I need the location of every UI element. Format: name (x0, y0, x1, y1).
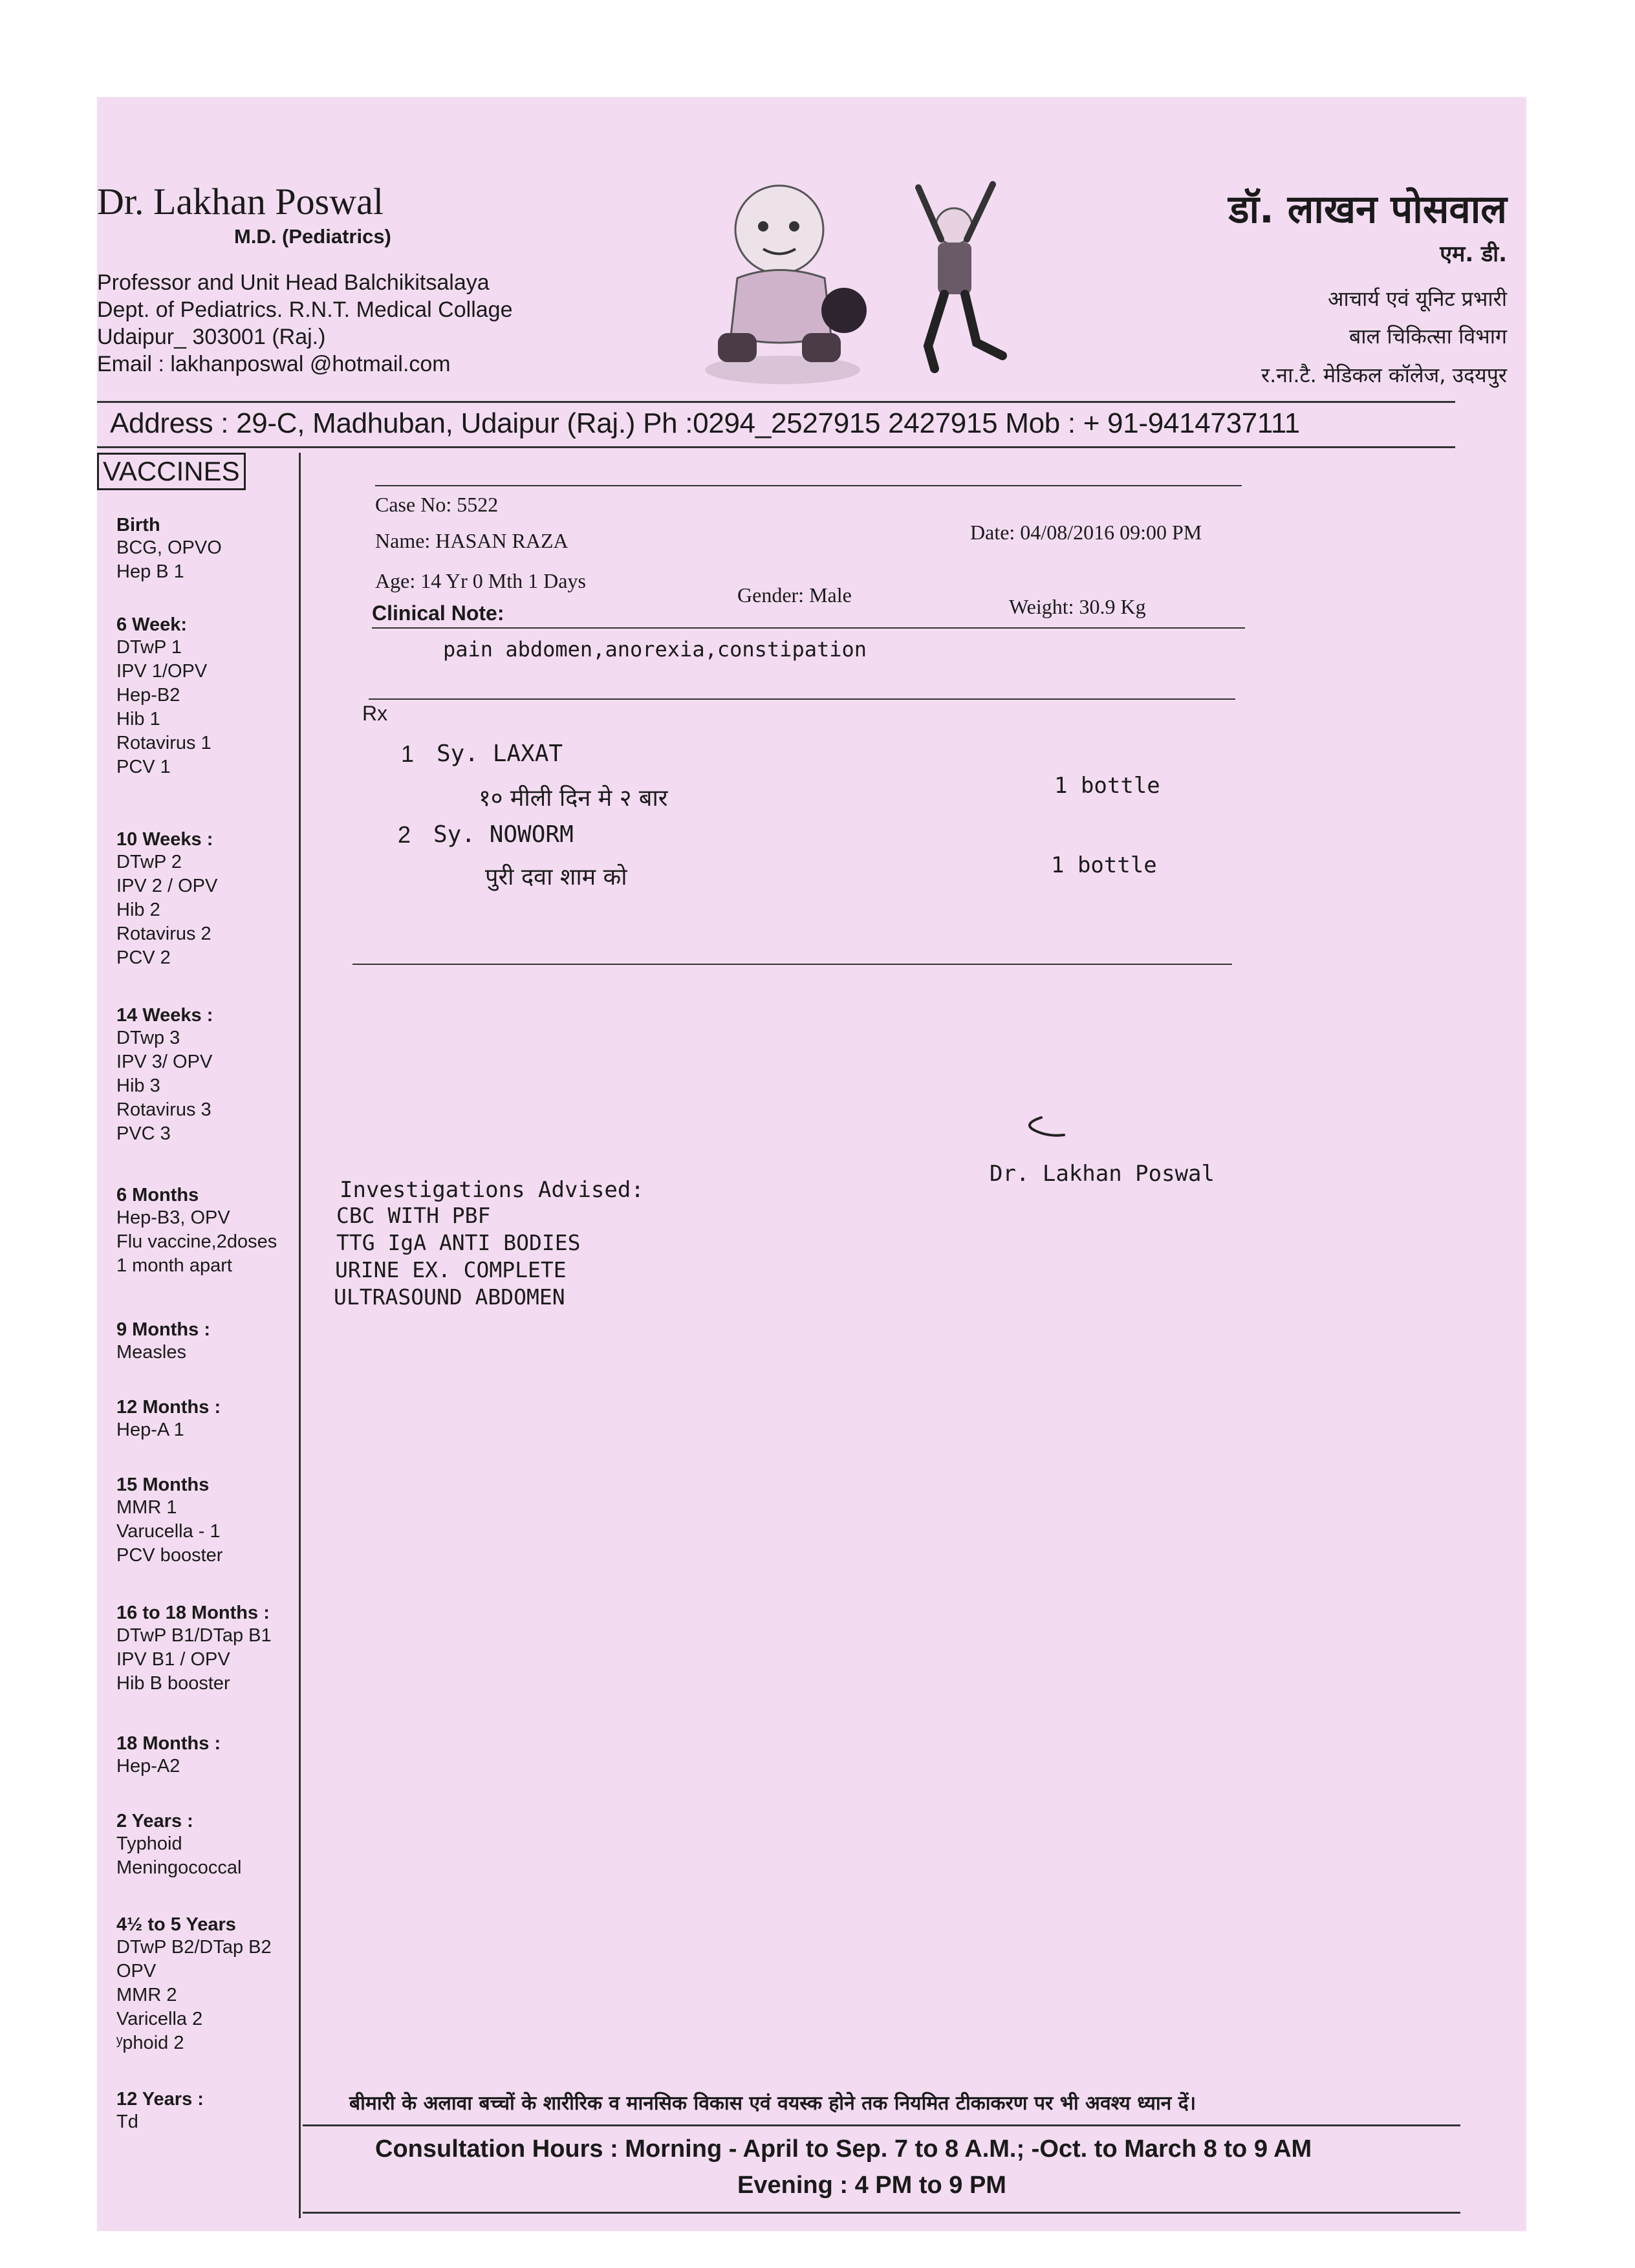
consultation-hours-line2: Evening : 4 PM to 9 PM (737, 2172, 1006, 2199)
vaccine-item: Hep-B2 (116, 685, 180, 706)
vaccine-group-4-5-years (116, 1914, 272, 2055)
vaccine-item: Varicella 2 (116, 2009, 203, 2029)
vaccine-group-14-weeks (116, 1005, 213, 1146)
vaccine-item: Rotavirus 1 (116, 733, 211, 753)
doctor-degree-hi: एम. डी. (1440, 241, 1507, 267)
jumping-child-icon (918, 184, 1002, 369)
vaccine-group-15-months (116, 1474, 222, 1568)
vaccine-group-2-years (116, 1811, 241, 1880)
vaccine-group-birth (116, 515, 222, 584)
investigation-item: TTG IgA ANTI BODIES (336, 1230, 581, 1255)
address-line: Address : 29-C, Madhuban, Udaipur (Raj.) Ph :0294_2527915 2427915 Mob : + 91-9414737111 (110, 407, 1300, 439)
rx-drug-name: Sy. LAXAT (437, 740, 563, 767)
rx-item-number: 2 (398, 821, 411, 848)
vaccine-group-9-months (116, 1319, 210, 1365)
header-divider (97, 401, 1455, 403)
vaccine-item: Hib 3 (116, 1075, 160, 1096)
consultation-hours-line1: Consultation Hours : Morning - April to Sep. 7 to 8 A.M.; -Oct. to March 8 to 9 AM (375, 2135, 1312, 2163)
footer-top-rule (303, 2124, 1460, 2126)
patient-age: Age: 14 Yr 0 Mth 1 Days (375, 569, 586, 592)
vaccine-item: Hep B 1 (116, 561, 184, 582)
vaccine-item: Rotavirus 3 (116, 1099, 211, 1120)
doctor-dept-en: Dept. of Pediatrics. R.N.T. Medical Collage (97, 297, 513, 322)
vaccine-item: PCV 1 (116, 757, 171, 777)
vaccines-column-divider (299, 453, 301, 2218)
patient-top-rule (375, 485, 1242, 486)
vaccine-heading: 6 Week: (116, 614, 188, 635)
rx-quantity: 1 bottle (1054, 773, 1160, 799)
vaccine-item: IPV B1 / OPV (116, 1649, 230, 1670)
patient-gender: Gender: Male (737, 583, 852, 607)
vaccine-item: DTwP B2/DTap B2 (116, 1937, 272, 1958)
vaccine-item: DTwp 3 (116, 1028, 180, 1048)
vaccine-group-16-to-18-months (116, 1603, 272, 1696)
vaccine-item: Flu vaccine,2doses (116, 1231, 277, 1252)
vaccine-group-12-months (116, 1397, 221, 1442)
vaccine-item: Hep-A2 (116, 1756, 180, 1777)
vaccine-item: Hib 1 (116, 709, 160, 729)
vaccine-group-6-months (116, 1185, 277, 1278)
vaccine-item: BCG, OPVO (116, 537, 222, 558)
vaccines-title: VACCINES (97, 453, 246, 490)
rx-item-number: 1 (401, 740, 415, 767)
doctor-dept-hi: बाल चिकित्सा विभाग (1348, 324, 1507, 349)
vaccine-heading: 12 Years : (116, 2089, 204, 2110)
vaccine-item: DTwP 1 (116, 637, 182, 658)
vaccine-item: DTwP 2 (116, 852, 182, 872)
footer-notice-hindi: बीमारी के अलावा बच्चों के शारीरिक व मानसिक विकास एवं वयस्क होने तक नियमित टीकाकरण पर भी अवश्य ध्यान दें। (349, 2092, 1196, 2115)
vaccine-heading: 15 Months (116, 1474, 210, 1495)
rx-quantity: 1 bottle (1051, 852, 1157, 878)
vaccine-heading: 16 to 18 Months : (116, 1603, 270, 1623)
vaccine-heading: 10 Weeks : (116, 829, 213, 850)
rx-instruction: १० मीली दिन मे २ बार (479, 785, 668, 812)
vaccine-item: Hib B booster (116, 1673, 230, 1694)
doctor-name-en: Dr. Lakhan Poswal (97, 180, 384, 222)
vaccine-item: MMR 2 (116, 1985, 177, 2005)
address-divider (97, 446, 1455, 448)
vaccine-heading: 14 Weeks : (116, 1005, 213, 1026)
clinical-note-text: pain abdomen,anorexia,constipation (443, 637, 867, 662)
vaccine-item: Hib 2 (116, 900, 160, 920)
patient-weight: Weight: 30.9 Kg (1009, 595, 1146, 618)
doctor-position-hi: आचार्य एवं यूनिट प्रभारी (1328, 286, 1507, 311)
visit-date: Date: 04/08/2016 09:00 PM (970, 521, 1202, 544)
vaccine-item: Rotavirus 2 (116, 923, 211, 944)
doctor-name-hi: डॉ. लाखन पोसवाल (1228, 187, 1507, 232)
vaccine-item: 1 month apart (116, 1255, 232, 1276)
investigation-item: CBC WITH PBF (336, 1203, 491, 1228)
prescription-sheet (97, 97, 1526, 2231)
vaccine-item: Measles (116, 1342, 186, 1363)
doctor-degree-en: M.D. (Pediatrics) (234, 225, 391, 248)
vaccine-item: Meningococcal (116, 1857, 242, 1878)
rx-label: Rx (362, 702, 388, 725)
vaccine-item: Hep-A 1 (116, 1420, 184, 1440)
signature-mark (1015, 1112, 1067, 1145)
rx-instruction: पुरी दवा शाम को (485, 864, 627, 891)
children-illustration (698, 181, 1035, 394)
rx-drug-name: Sy. NOWORM (433, 821, 574, 848)
vaccine-group-6-week (116, 614, 211, 779)
rx-bottom-rule (352, 964, 1232, 965)
vaccine-item: Td (116, 2111, 138, 2132)
investigation-item: ULTRASOUND ABDOMEN (334, 1284, 565, 1310)
vaccine-item: PCV 2 (116, 947, 171, 968)
vaccine-item: IPV 1/OPV (116, 661, 208, 682)
vaccine-item: PCV booster (116, 1545, 223, 1566)
signature-name: Dr. Lakhan Poswal (990, 1161, 1215, 1187)
doctor-college-hi: र.ना.टै. मेडिकल कॉलेज, उदयपुर (1261, 363, 1507, 387)
vaccine-heading: 9 Months : (116, 1319, 210, 1340)
footer-bottom-rule (303, 2212, 1460, 2214)
vaccine-item: Hep-B3, OPV (116, 1207, 230, 1228)
doctor-city-en: Udaipur_ 303001 (Raj.) (97, 325, 326, 349)
vaccine-group-10-weeks (116, 829, 217, 970)
clinical-note-label: Clinical Note: (372, 601, 504, 625)
vaccine-group-18-months (116, 1733, 221, 1778)
case-number: Case No: 5522 (375, 493, 499, 516)
vaccine-group-12-years (116, 2089, 204, 2134)
vaccine-heading: 2 Years : (116, 1811, 193, 1831)
patient-name: Name: HASAN RAZA (375, 529, 568, 552)
vaccine-item: DTwP B1/DTap B1 (116, 1625, 272, 1646)
vaccine-item: OPV (116, 1961, 157, 1982)
vaccine-heading: 6 Months (116, 1185, 199, 1205)
crawling-baby-icon (705, 186, 867, 384)
vaccine-item: IPV 2 / OPV (116, 876, 218, 896)
investigations-label: Investigations Advised: (340, 1177, 644, 1203)
vaccine-heading: 18 Months : (116, 1733, 221, 1754)
rx-top-rule (369, 698, 1235, 700)
doctor-position-en: Professor and Unit Head Balchikitsalaya (97, 270, 490, 295)
vaccine-heading: 12 Months : (116, 1397, 221, 1418)
vaccine-item: Typhoid (116, 1833, 182, 1854)
vaccine-item: PVC 3 (116, 1123, 171, 1144)
investigation-item: URINE EX. COMPLETE (335, 1257, 567, 1282)
clinical-rule (372, 627, 1245, 629)
vaccine-item: ʸphoid 2 (116, 2033, 184, 2053)
vaccine-heading: Birth (116, 515, 160, 535)
vaccine-heading: 4½ to 5 Years (116, 1914, 236, 1935)
vaccine-item: IPV 3/ OPV (116, 1052, 213, 1072)
vaccine-item: Varucella - 1 (116, 1521, 221, 1542)
doctor-email: Email : lakhanposwal @hotmail.com (97, 352, 451, 376)
vaccine-item: MMR 1 (116, 1497, 177, 1518)
